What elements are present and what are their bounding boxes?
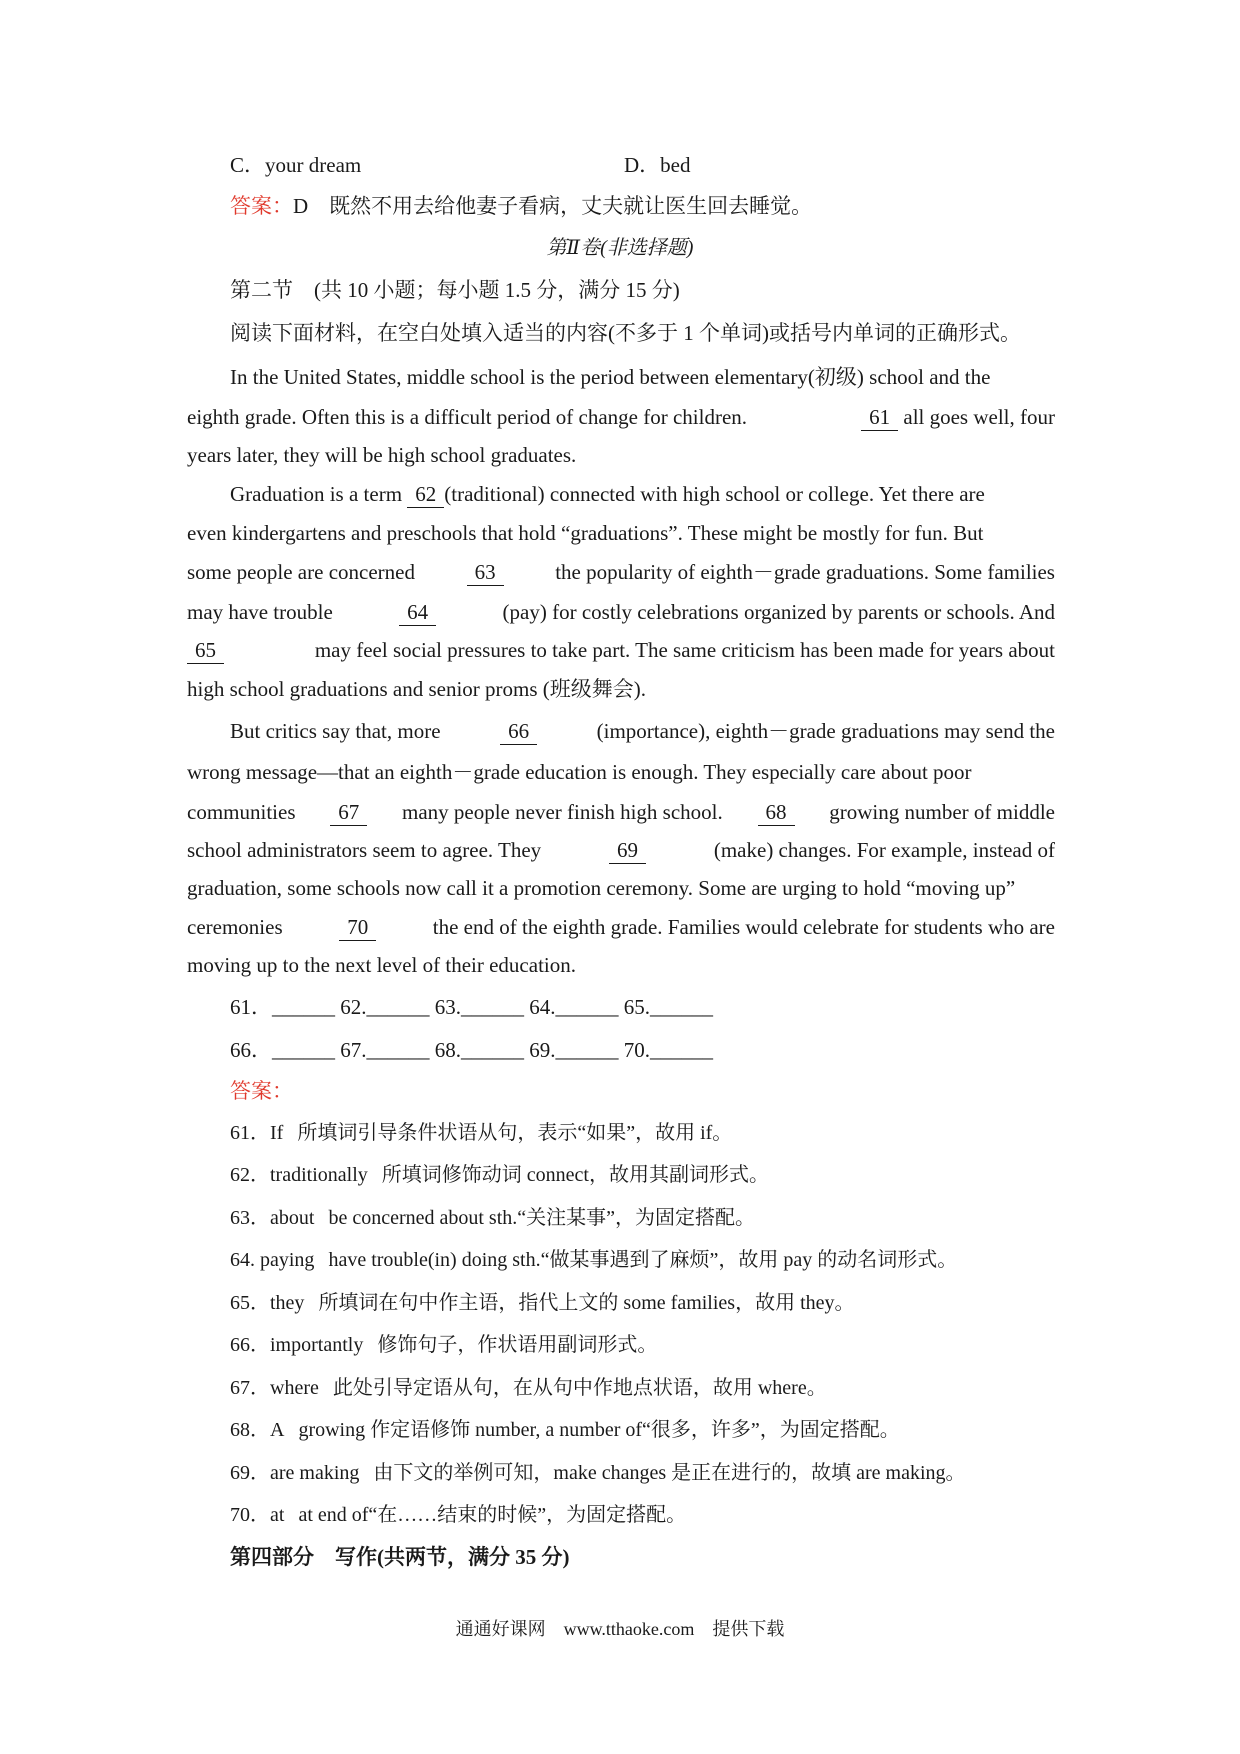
answer-explanation: 修饰句子，作状语用副词形式。	[377, 1334, 658, 1356]
answer-item	[230, 1247, 957, 1273]
text-span: the end of the eighth grade. Families would celebrate for students who are	[432, 915, 1055, 939]
blank-64: 64	[399, 599, 436, 626]
passage-p3-line5: graduation, some schools now call it a promotion ceremony. Some are urging to hold “moving up”	[187, 876, 1016, 900]
passage-p1-line2	[187, 404, 1055, 431]
passage-p2-line6: high school graduations and senior proms (班级舞会).	[187, 677, 647, 701]
answer-item	[230, 1417, 900, 1443]
answer-key: 63．about	[230, 1207, 315, 1229]
passage-p3-line4	[187, 837, 1055, 864]
text-span: (importance), eighth－grade graduations may send the	[596, 719, 1055, 743]
answer-key: 65．they	[230, 1292, 305, 1314]
blank-63: 63	[467, 559, 504, 586]
text-span: communities	[187, 800, 296, 824]
answer-item	[230, 1120, 732, 1146]
blank-69: 69	[609, 837, 646, 864]
text-span: all goes well, four	[903, 405, 1055, 429]
blank-61: 61	[861, 404, 898, 431]
answer-item	[230, 1332, 657, 1358]
page-footer: 通通好课网 www.tthaoke.com 提供下载	[455, 1619, 785, 1639]
answer-line	[230, 193, 812, 219]
answers-label: 答案：	[230, 1079, 293, 1103]
text-span: But critics say that, more	[230, 719, 441, 743]
passage-p3-line2: wrong message—that an eighth－grade education is enough. They especially care about poor	[187, 760, 972, 784]
text-span: growing number of middle	[829, 800, 1055, 824]
option-d: D．bed	[624, 153, 691, 177]
answer-key: 67．where	[230, 1377, 319, 1399]
passage-p2-line1	[230, 481, 1055, 508]
answer-item	[230, 1375, 827, 1401]
passage-p3-line6	[187, 914, 1055, 941]
answer-explanation: 所填词引导条件状语从句，表示“如果”，故用 if。	[297, 1122, 733, 1144]
blanks-row-1: 61．______ 62.______ 63.______ 64.______ 65.______	[230, 995, 713, 1019]
passage-p3-line1	[230, 718, 1055, 745]
answer-explanation: 此处引导定语从句，在从句中作地点状语，故用 where。	[332, 1377, 827, 1399]
answer-key: 64. paying	[230, 1249, 315, 1271]
blanks-row-2: 66．______ 67.______ 68.______ 69.______ 70.______	[230, 1038, 713, 1062]
answer-item	[230, 1162, 769, 1188]
text-span: Graduation is a term	[230, 482, 403, 506]
passage-p1-line3: years later, they will be high school graduates.	[187, 443, 577, 467]
answer-explanation: 所填词在句中作主语，指代上文的 some families，故用 they。	[318, 1292, 855, 1314]
passage-p2-line4	[187, 599, 1055, 626]
blank-66: 66	[500, 718, 537, 745]
answer-explanation: be concerned about sth.“关注某事”，为固定搭配。	[328, 1207, 756, 1229]
answer-item	[230, 1502, 686, 1528]
text-span: the popularity of eighth－grade graduations. Some families	[555, 560, 1055, 584]
answer-explanation: 所填词修饰动词 connect，故用其副词形式。	[381, 1164, 769, 1186]
answer-explanation: 由下文的举例可知，make changes 是正在进行的，故填 are making。	[373, 1462, 966, 1484]
section-title: 第Ⅱ卷(非选择题)	[546, 237, 694, 259]
passage-p2-line3	[187, 559, 1055, 586]
passage-p3-line7: moving up to the next level of their education.	[187, 953, 576, 977]
answer-key: 62．traditionally	[230, 1164, 368, 1186]
text-span: school administrators seem to agree. They	[187, 838, 542, 862]
text-span: ceremonies	[187, 915, 283, 939]
blank-67: 67	[330, 799, 367, 826]
answer-text: D 既然不用去给他妻子看病，丈夫就让医生回去睡觉。	[293, 194, 813, 218]
answer-key: 68．A	[230, 1419, 285, 1441]
part4-heading: 第四部分 写作(共两节，满分 35 分)	[230, 1545, 570, 1569]
passage-p2-line2: even kindergartens and preschools that hold “graduations”. These might be mostly for fun. But	[187, 521, 984, 545]
answer-key: 61．If	[230, 1122, 284, 1144]
blank-65: 65	[187, 637, 224, 664]
passage-p1-line1: In the United States, middle school is the period between elementary(初级) school and the	[230, 365, 991, 389]
section-instruction: 阅读下面材料，在空白处填入适当的内容(不多于 1 个单词)或括号内单词的正确形式。	[230, 321, 1021, 345]
answer-explanation: have trouble(in) doing sth.“做某事遇到了麻烦”，故用 pay 的动名词形式。	[328, 1249, 958, 1271]
text-span: (traditional) connected with high school or college. Yet there are	[444, 482, 985, 506]
text-span: many people never finish high school.	[402, 800, 723, 824]
answer-explanation: at end of“在……结束的时候”，为固定搭配。	[298, 1504, 687, 1526]
answer-item	[230, 1290, 855, 1316]
text-span: eighth grade. Often this is a difficult period of change for children.	[187, 405, 748, 429]
text-span: may have trouble	[187, 600, 333, 624]
answer-explanation: growing 作定语修饰 number, a number of“很多，许多”，为固定搭配。	[298, 1419, 900, 1441]
text-span: (make) changes. For example, instead of	[713, 838, 1055, 862]
passage-p3-line3	[187, 799, 1055, 826]
answer-item	[230, 1460, 966, 1486]
text-span: may feel social pressures to take part. The same criticism has been made for years about	[314, 638, 1055, 662]
passage-p2-line5	[187, 637, 1055, 664]
answer-key: 70．at	[230, 1504, 285, 1526]
answer-label: 答案：	[230, 194, 293, 218]
text-span: (pay) for costly celebrations organized by parents or schools. And	[502, 600, 1055, 624]
answer-item	[230, 1205, 755, 1231]
blank-62: 62	[407, 481, 444, 508]
answer-key: 69．are making	[230, 1462, 360, 1484]
blank-70: 70	[339, 914, 376, 941]
section-heading: 第二节 (共 10 小题；每小题 1.5 分，满分 15 分)	[230, 278, 680, 302]
answer-key: 66．importantly	[230, 1334, 364, 1356]
text-span: some people are concerned	[187, 560, 415, 584]
option-c: C．your dream	[230, 153, 362, 177]
blank-68: 68	[758, 799, 795, 826]
